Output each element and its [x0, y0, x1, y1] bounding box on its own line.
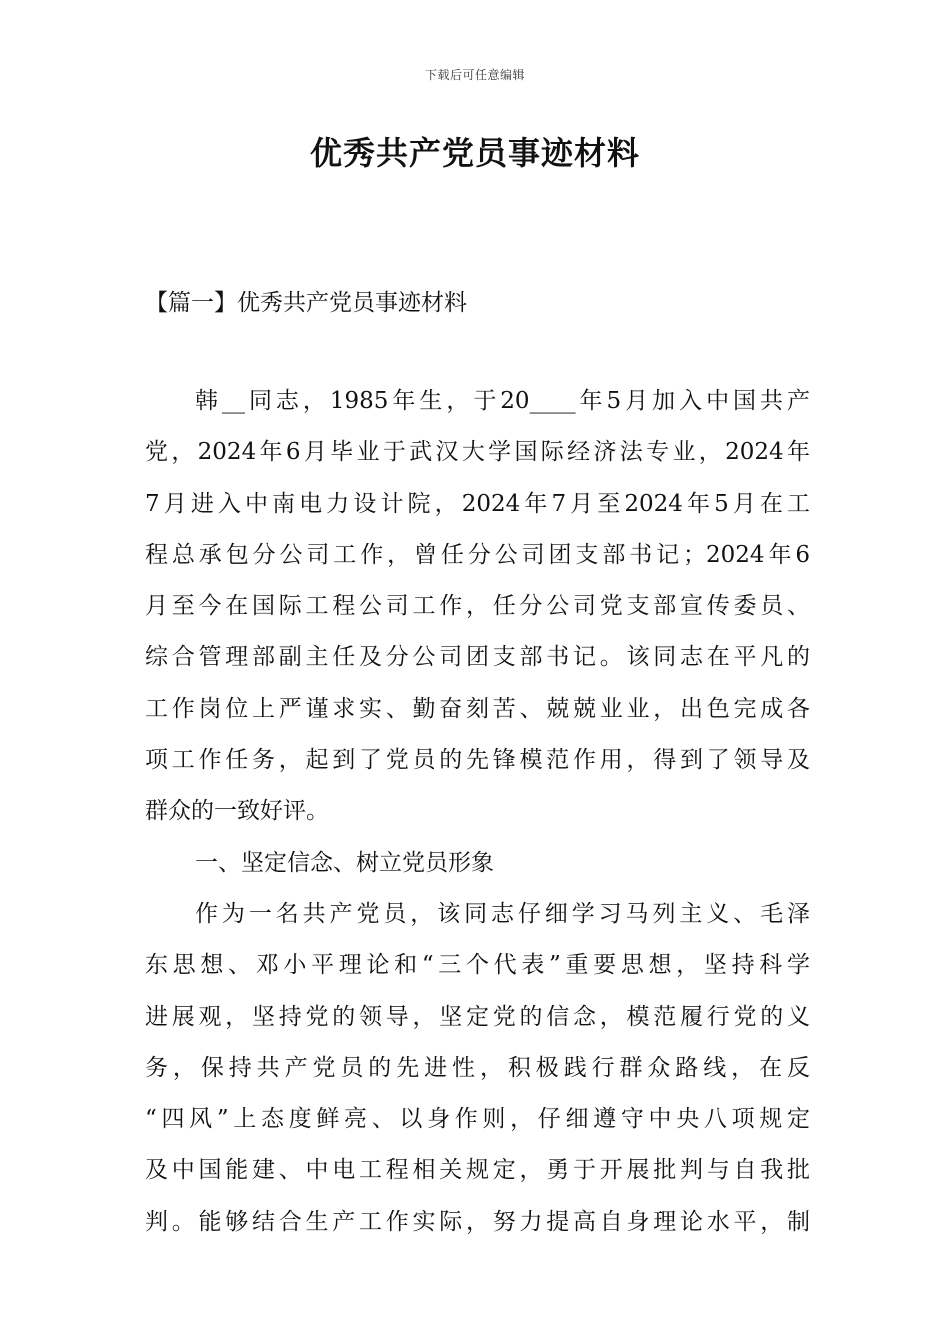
header-note: 下载后可任意编辑 — [424, 68, 525, 82]
paragraph-line: 作为一名共产党员，该同志仔细学习马列主义、毛泽 — [195, 900, 810, 927]
paragraph-line: 群众的一致好评。 — [145, 798, 329, 825]
paragraph-line: 进展观，坚持党的领导，坚定党的信念，模范履行党的义 — [145, 1003, 810, 1030]
subsection-heading: 一、坚定信念、树立党员形象 — [195, 849, 494, 876]
paragraph-line: 东思想、邓小平理论和“三个代表”重要思想，坚持科学 — [145, 952, 810, 979]
paragraph-line: 判。能够结合生产工作实际，努力提高自身理论水平，制 — [145, 1208, 810, 1235]
paragraph-line: 综合管理部副主任及分公司团支部书记。该同志在平凡的 — [145, 644, 810, 671]
section-heading: 【篇一】优秀共产党员事迹材料 — [145, 290, 467, 316]
document-title: 优秀共产党员事迹材料 — [309, 134, 640, 172]
paragraph-line: 韩__同志，1985年生，于20____年5月加入中国共产 — [195, 388, 810, 414]
paragraph-line: 7月进入中南电力设计院，2024年7月至2024年5月在工 — [145, 490, 810, 517]
paragraph-line: 工作岗位上严谨求实、勤奋刻苦、兢兢业业，出色完成各 — [145, 695, 810, 722]
paragraph-line: 及中国能建、中电工程相关规定，勇于开展批判与自我批 — [145, 1157, 810, 1184]
paragraph-line: 项工作任务，起到了党员的先锋模范作用，得到了领导及 — [145, 747, 810, 774]
paragraph-line: 党，2024年6月毕业于武汉大学国际经济法专业，2024年 — [145, 439, 810, 466]
paragraph-line: 程总承包分公司工作，曾任分公司团支部书记；2024年6 — [145, 541, 810, 568]
paragraph-line: “四风”上态度鲜亮、以身作则，仔细遵守中央八项规定 — [145, 1106, 810, 1133]
paragraph-line: 月至今在国际工程公司工作，任分公司党支部宣传委员、 — [145, 593, 810, 620]
body-text — [145, 376, 810, 1248]
paragraph-line: 务，保持共产党员的先进性，积极践行群众路线，在反 — [145, 1054, 810, 1081]
